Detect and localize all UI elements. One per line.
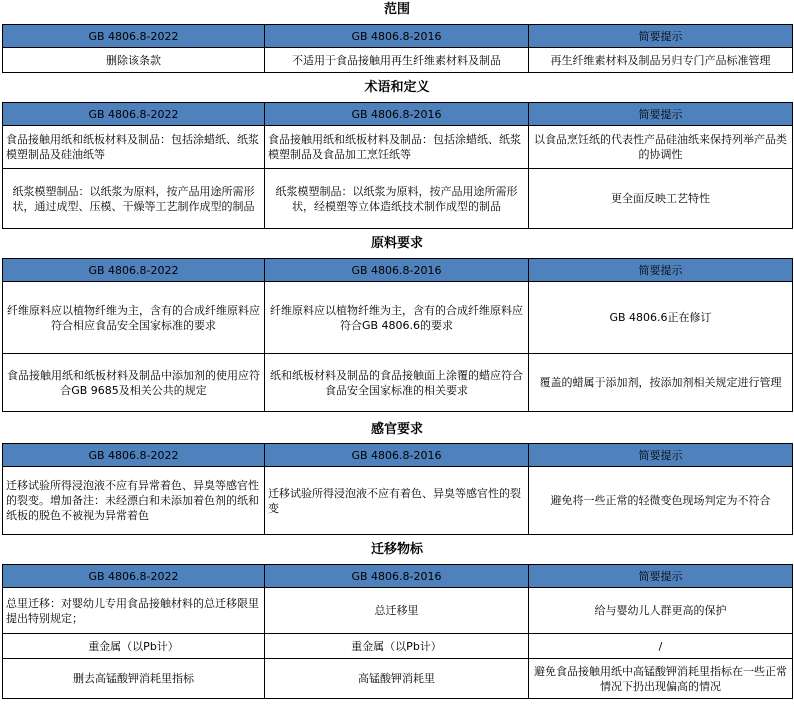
table-cell: 以食品烹饪纸的代表性产品硅油纸来保持列举产品类的协调性 (529, 126, 793, 169)
header-cell: 简要提示 (529, 259, 793, 282)
table-cell: 迁移试验所得浸泡液不应有异常着色、异臭等感官性的裂变。增加备注：未经漂白和未添加着色剂的纸和纸板的脱色不被视为异常着色 (3, 467, 265, 535)
table-cell: 总里迁移：对婴幼儿专用食品接触材料的总迁移限里提出特别规定； (3, 588, 265, 634)
table-cell: / (529, 634, 793, 659)
section-table-raw-materials (2, 258, 793, 412)
table-cell: 纸和纸板材料及制品的食品接触面上涂覆的蜡应符合食品安全国家标准的相关要求 (265, 354, 529, 412)
header-cell: GB 4806.8-2016 (265, 444, 529, 467)
table-cell: 再生纤维素材料及制品另归专门产品标准管理 (529, 48, 793, 73)
table-cell: 更全面反映工艺特性 (529, 169, 793, 229)
header-cell: GB 4806.8-2022 (3, 565, 265, 588)
table-cell: 食品接触用纸和纸板材料及制品：包括涂蜡纸、纸浆模塑制品及食品加工烹饪纸等 (265, 126, 529, 169)
table-cell: 食品接触用纸和纸板材料及制品中添加剂的使用应符合GB 9685及相关公共的规定 (3, 354, 265, 412)
table-row (3, 659, 793, 699)
table-cell: 删去高锰酸钾消耗里指标 (3, 659, 265, 699)
table-cell: 删除该条款 (3, 48, 265, 73)
header-cell: GB 4806.8-2016 (265, 259, 529, 282)
header-cell: 简要提示 (529, 103, 793, 126)
table-cell: 给与婴幼儿人群更高的保护 (529, 588, 793, 634)
table-cell: 高锰酸钾消耗里 (265, 659, 529, 699)
header-row (3, 444, 793, 467)
table-row (3, 467, 793, 535)
header-row (3, 103, 793, 126)
table-row (3, 282, 793, 354)
table-row (3, 588, 793, 634)
header-cell: GB 4806.8-2016 (265, 565, 529, 588)
table-cell: 迁移试验所得浸泡液不应有着色、异臭等感官性的裂变 (265, 467, 529, 535)
section-title-migration: 迁移物标 (370, 542, 423, 557)
header-cell: GB 4806.8-2022 (3, 444, 265, 467)
table-row (3, 126, 793, 169)
table-cell: 重金属（以Pb计） (265, 634, 529, 659)
header-cell: 简要提示 (529, 444, 793, 467)
table-cell: 覆盖的蜡属于添加剂，按添加剂相关规定进行管理 (529, 354, 793, 412)
table-cell: 重金属（以Pb计） (3, 634, 265, 659)
table-cell: 纸浆模塑制品：以纸浆为原料，按产品用途所需形状，通过成型、压模、干燥等工艺制作成型的制品 (3, 169, 265, 229)
section-title-terms: 术语和定义 (364, 80, 430, 95)
table-cell: GB 4806.6正在修订 (529, 282, 793, 354)
header-cell: GB 4806.8-2016 (265, 25, 529, 48)
section-table-sensory (2, 443, 793, 535)
section-title-scope: 范围 (383, 2, 410, 17)
header-cell: GB 4806.8-2022 (3, 25, 265, 48)
section-table-scope (2, 24, 793, 73)
header-row (3, 259, 793, 282)
table-cell: 食品接触用纸和纸板材料及制品：包括涂蜡纸、纸浆模塑制品及硅油纸等 (3, 126, 265, 169)
table-row (3, 634, 793, 659)
section-title-sensory: 感官要求 (370, 422, 423, 437)
header-row (3, 565, 793, 588)
table-row (3, 48, 793, 73)
header-cell: 简要提示 (529, 25, 793, 48)
header-row (3, 25, 793, 48)
header-cell: GB 4806.8-2016 (265, 103, 529, 126)
header-cell: GB 4806.8-2022 (3, 259, 265, 282)
table-row (3, 169, 793, 229)
table-row (3, 354, 793, 412)
table-cell: 不适用于食品接触用再生纤维素材料及制品 (265, 48, 529, 73)
header-cell: GB 4806.8-2022 (3, 103, 265, 126)
section-table-terms (2, 102, 793, 229)
header-cell: 简要提示 (529, 565, 793, 588)
table-cell: 总迁移里 (265, 588, 529, 634)
section-table-migration (2, 564, 793, 699)
table-cell: 避免将一些正常的轻微变色现场判定为不符合 (529, 467, 793, 535)
table-cell: 纤维原料应以植物纤维为主，含有的合成纤维原料应符合相应食品安全国家标准的要求 (3, 282, 265, 354)
table-cell: 纸浆模塑制品：以纸浆为原料，按产品用途所需形状，经模塑等立体造纸技术制作成型的制品 (265, 169, 529, 229)
table-cell: 避免食品接触用纸中高锰酸钾消耗里指标在一些正常情况下扔出现偏高的情况 (529, 659, 793, 699)
section-title-raw-materials: 原料要求 (370, 236, 423, 251)
table-cell: 纤维原料应以植物纤维为主，含有的合成纤维原料应符合GB 4806.6的要求 (265, 282, 529, 354)
